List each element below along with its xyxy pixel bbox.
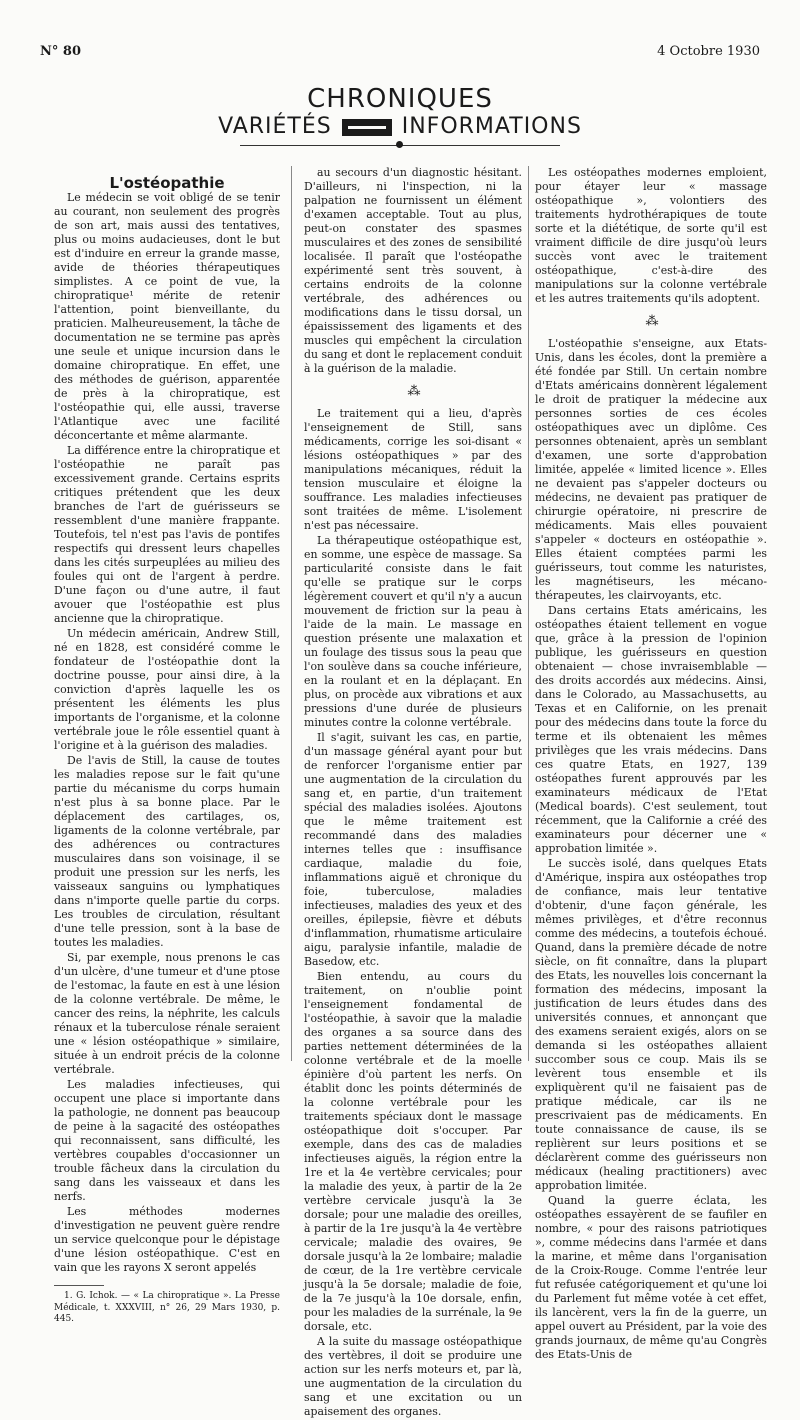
masthead-right: INFORMATIONS	[401, 114, 582, 139]
masthead-subtitle	[0, 114, 800, 139]
column-divider	[528, 166, 529, 1061]
masthead-dot-ornament	[396, 141, 403, 148]
column-1	[54, 176, 280, 1327]
paragraph: Si, par exemple, nous prenons le cas d'un ulcère, d'une tumeur et d'une ptose de l'estomac, la faute en est à une lésion de la colonne vertébrale. De même, le cancer des reins, la néphrite, les calculs rénaux et la tuberculose rénale seraient une « lésion ostéopathique » similaire, située à un endroit précis de la colonne vertébrale.	[54, 951, 280, 1076]
masthead-left: VARIÉTÉS	[218, 114, 332, 139]
masthead-emblem-icon	[342, 119, 392, 136]
masthead	[0, 84, 800, 139]
paragraph: au secours d'un diagnostic hésitant. D'ailleurs, ni l'inspection, ni la palpation ne fournissent un élément d'examen acceptable. Tout au plus, peut-on constater des spasmes musculaires et des zones de sensibilité localisée. Il paraît que l'ostéopathe expérimenté sent très souvent, à certains endroits de la colonne vertébrale, des adhérences ou modifications dans le tissu dorsal, un épaississement des ligaments et des muscles qui empêchent la circulation du sang et dont le replacement conduit à la guérison de la maladie.	[304, 166, 522, 375]
column-3	[535, 166, 767, 1363]
paragraph: Les maladies infectieuses, qui occupent une place si importante dans la pathologie, ne donnent pas beaucoup de peine à la sagacité des ostéopathes qui reconnaissent, sans difficulté, les vertèbres coupables d'occasionner un trouble fâcheux dans la circulation du sang dans les vaisseaux et dans les nerfs.	[54, 1078, 280, 1203]
paragraph: Un médecin américain, Andrew Still, né en 1828, est considéré comme le fondateur de l'ostéopathie dont la doctrine pousse, pour ainsi dire, à la conviction d'après laquelle les os présentent les éléments les plus importants de l'organisme, et la colonne vertébrale joue le rôle essentiel quant à l'origine et à la guérison des maladies.	[54, 627, 280, 752]
footnote: 1. G. Ichok. — « La chiropratique ». La Presse Médicale, t. XXXVIII, n° 26, 29 Mars 1930, p. 445.	[54, 1291, 280, 1324]
paragraph: Le succès isolé, dans quelques Etats d'Amérique, inspira aux ostéopathes trop de confiance, mais leur tentative d'obtenir, d'une façon générale, les mêmes privilèges, et d'être reconnus comme des médecins, a toutefois échoué. Quand, dans la première décade de notre siècle, on fit connaître, dans la plupart des Etats, les nouvelles lois concernant la formation des médecins, imposant la justification de leurs études dans des universités connues, et annonçant que des examens seraient exigés, alors on se demanda si les ostéopathes allaient succomber sous ce coup. Mais ils se levèrent tous ensemble et ils expliquèrent qu'il ne faisaient pas de pratique médicale, car ils ne prescrivaient pas de médicaments. En toute connaissance de cause, ils se replièrent sur leurs positions et se déclarèrent comme des guérisseurs non médicaux (healing practitioners) avec approbation limitée.	[535, 857, 767, 1192]
paragraph: Bien entendu, au cours du traitement, on n'oublie point l'enseignement fondamental de l'ostéopathie, à savoir que la maladie des organes a sa source dans des parties nettement déterminées de la colonne vertébrale et de la moelle épinière d'où partent les nerfs. On établit donc les points déterminés de la colonne vertébrale pour les traitements spéciaux dont le massage ostéopathique doit s'occuper. Par exemple, dans des cas de maladies infectieuses aiguës, la région entre la 1re et la 4e vertèbre cervicales; pour la maladie des yeux, à partir de la 2e vertèbre cervicale jusqu'à la 3e dorsale; pour une maladie des oreilles, à partir de la 1re jusqu'à la 4e vertèbre cervicale; maladie des ovaires, 9e dorsale jusqu'à la 2e lombaire; maladie de cœur, de la 1re vertèbre cervicale jusqu'à la 5e dorsale; maladie de foie, de la 7e jusqu'à la 10e dorsale, enfin, pour les maladies de la surrénale, la 9e dorsale, etc.	[304, 970, 522, 1333]
paragraph: La différence entre la chiropratique et l'ostéopathie ne paraît pas excessivement grande. Certains esprits critiques prétendent que les deux branches de l'art de guérisseurs se ressemblent d'une manière frappante. Toutefois, tel n'est pas l'avis de pontifes respectifs qui dressent leurs chapelles dans les cités surpeuplées au milieu des foules qui ont de l'argent à perdre. D'une façon ou d'une autre, il faut avouer que l'ostéopathie est plus ancienne que la chiropratique.	[54, 444, 280, 625]
paragraph: La thérapeutique ostéopathique est, en somme, une espèce de massage. Sa particularité consiste dans le fait qu'elle se pratique sur le corps légèrement couvert et qu'il n'y a aucun mouvement de friction sur la peau à l'aide de la main. Le massage en question présente une malaxation et un foulage des tissus sous la peau que l'on soulève dans sa couche inférieure, en la roulant et en la déplaçant. En plus, on procède aux vibrations et aux pressions d'une durée de plusieurs minutes contre la colonne vertébrale.	[304, 534, 522, 729]
paragraph: Les méthodes modernes d'investigation ne peuvent guère rendre un service quelconque pour le dépistage d'une lésion ostéopathique. C'est en vain que les rayons X seront appelés	[54, 1205, 280, 1274]
issue-date: 4 Octobre 1930	[657, 44, 760, 59]
paragraph: Les ostéopathes modernes emploient, pour étayer leur « massage ostéopathique », volontiers des traitements hydrothérapiques de toute sorte et la diététique, de sorte qu'il est vraiment difficile de dire jusqu'où leurs succès vont avec le traitement ostéopathique, c'est-à-dire des manipulations sur la colonne vertébrale et les autres traitements qu'ils adoptent.	[535, 166, 767, 305]
masthead-title: CHRONIQUES	[307, 84, 493, 114]
paragraph: Quand la guerre éclata, les ostéopathes essayèrent de se faufiler en nombre, « pour des raisons patriotiques », comme médecins dans l'armée et dans la marine, et même dans l'organisation de la Croix-Rouge. Comme l'entrée leur fut refusée catégoriquement et qu'une loi du Parlement fut même votée à cet effet, ils lancèrent, vers la fin de la guerre, un appel ouvert au Président, par la voie des grands journaux, de même qu'au Congrès des Etats-Unis de	[535, 1194, 767, 1361]
footnote-rule	[54, 1285, 104, 1286]
paragraph: A la suite du massage ostéopathique des vertèbres, il doit se produire une action sur les nerfs moteurs et, par là, une augmentation de la circulation du sang et une excitation ou un apaisement des organes.	[304, 1335, 522, 1418]
paragraph: De l'avis de Still, la cause de toutes les maladies repose sur le fait qu'une partie du mécanisme du corps humain n'est plus à sa bonne place. Par le déplacement des cartilages, os, ligaments de la colonne vertébrale, par des adhérences ou contractures musculaires dans son voisinage, il se produit une pression sur les nerfs, les vaisseaux sanguins ou lymphatiques dans n'importe quelle partie du corps. Les troubles de circulation, résultant d'une telle pression, sont à la base de toutes les maladies.	[54, 754, 280, 949]
paragraph: Dans certains Etats américains, les ostéopathes étaient tellement en vogue que, grâce à la pression de l'opinion publique, les guérisseurs en question obtenaient — chose invraisemblable — des droits accordés aux médecins. Ainsi, dans le Colorado, au Massachusetts, au Texas et en Californie, on les prenait pour des médecins dans toute la force du terme et ils obtenaient les mêmes privilèges que les vrais médecins. Dans ces quatre Etats, en 1927, 139 ostéopathes furent approuvés par les examinateurs médicaux de l'Etat (Medical boards). C'est seulement, tout récemment, que la Californie a créé des examinateurs pour décerner une « approbation limitée ».	[535, 604, 767, 855]
issue-number: N° 80	[40, 44, 81, 59]
column-divider	[291, 166, 292, 1061]
paragraph: Il s'agit, suivant les cas, en partie, d'un massage général ayant pour but de renforcer l'organisme entier par une augmentation de la circulation du sang et, en partie, d'un traitement spécial des maladies isolées. Ajoutons que le même traitement est recommandé dans des maladies internes telles que : insuffisance cardiaque, maladie du foie, inflammations aiguë et chronique du foie, tuberculose, maladies infectieuses, maladies des yeux et des oreilles, épilepsie, fièvre et débuts d'inflammation, rhumatisme articulaire aigu, paralysie infantile, maladie de Basedow, etc.	[304, 731, 522, 968]
section-break-stars: ⁂	[645, 314, 657, 329]
section-break-stars: ⁂	[407, 384, 419, 399]
paragraph: Le médecin se voit obligé de se tenir au courant, non seulement des progrès de son art, mais aussi des tentatives, plus ou moins audacieuses, dont le but est d'induire en erreur la grande masse, avide de théories thérapeutiques simplistes. A ce point de vue, la chiropratique¹ mérite de retenir l'attention, point bienveillante, du praticien. Malheureusement, la tâche de documentation ne se termine pas après une seule et unique incursion dans le domaine chiropratique. En effet, une des méthodes de guérison, apparentée de près à la chiropratique, est l'ostéopathie qui, elle aussi, traverse l'Atlantique avec une facilité déconcertante et même alarmante.	[54, 191, 280, 442]
paragraph: Le traitement qui a lieu, d'après l'enseignement de Still, sans médicaments, corrige les soi-disant « lésions ostéopathiques » par des manipulations mécaniques, réduit la tension musculaire et éloigne la souffrance. Les maladies infectieuses sont traitées de même. L'isolement n'est pas nécessaire.	[304, 407, 522, 532]
column-2	[304, 166, 522, 1420]
article-title: L'ostéopathie	[109, 174, 225, 192]
paragraph: L'ostéopathie s'enseigne, aux Etats-Unis, dans les écoles, dont la première a été fondée par Still. Un certain nombre d'Etats américains donnèrent légalement le droit de pratiquer la médecine aux personnes sorties de ces écoles ostéopathiques avec un diplôme. Ces personnes obtenaient, après un semblant d'examen, une sorte d'approbation limitée, appelée « limited licence ». Elles ne devaient pas s'appeler docteurs ou médecins, ne devaient pas pratiquer de chirurgie opératoire, ni prescrire de médicaments. Mais elles pouvaient s'appeler « docteurs en ostéopathie ». Elles étaient comptées parmi les guérisseurs, tout comme les naturistes, les magnétiseurs, les mécano-thérapeutes, les clairvoyants, etc.	[535, 337, 767, 602]
